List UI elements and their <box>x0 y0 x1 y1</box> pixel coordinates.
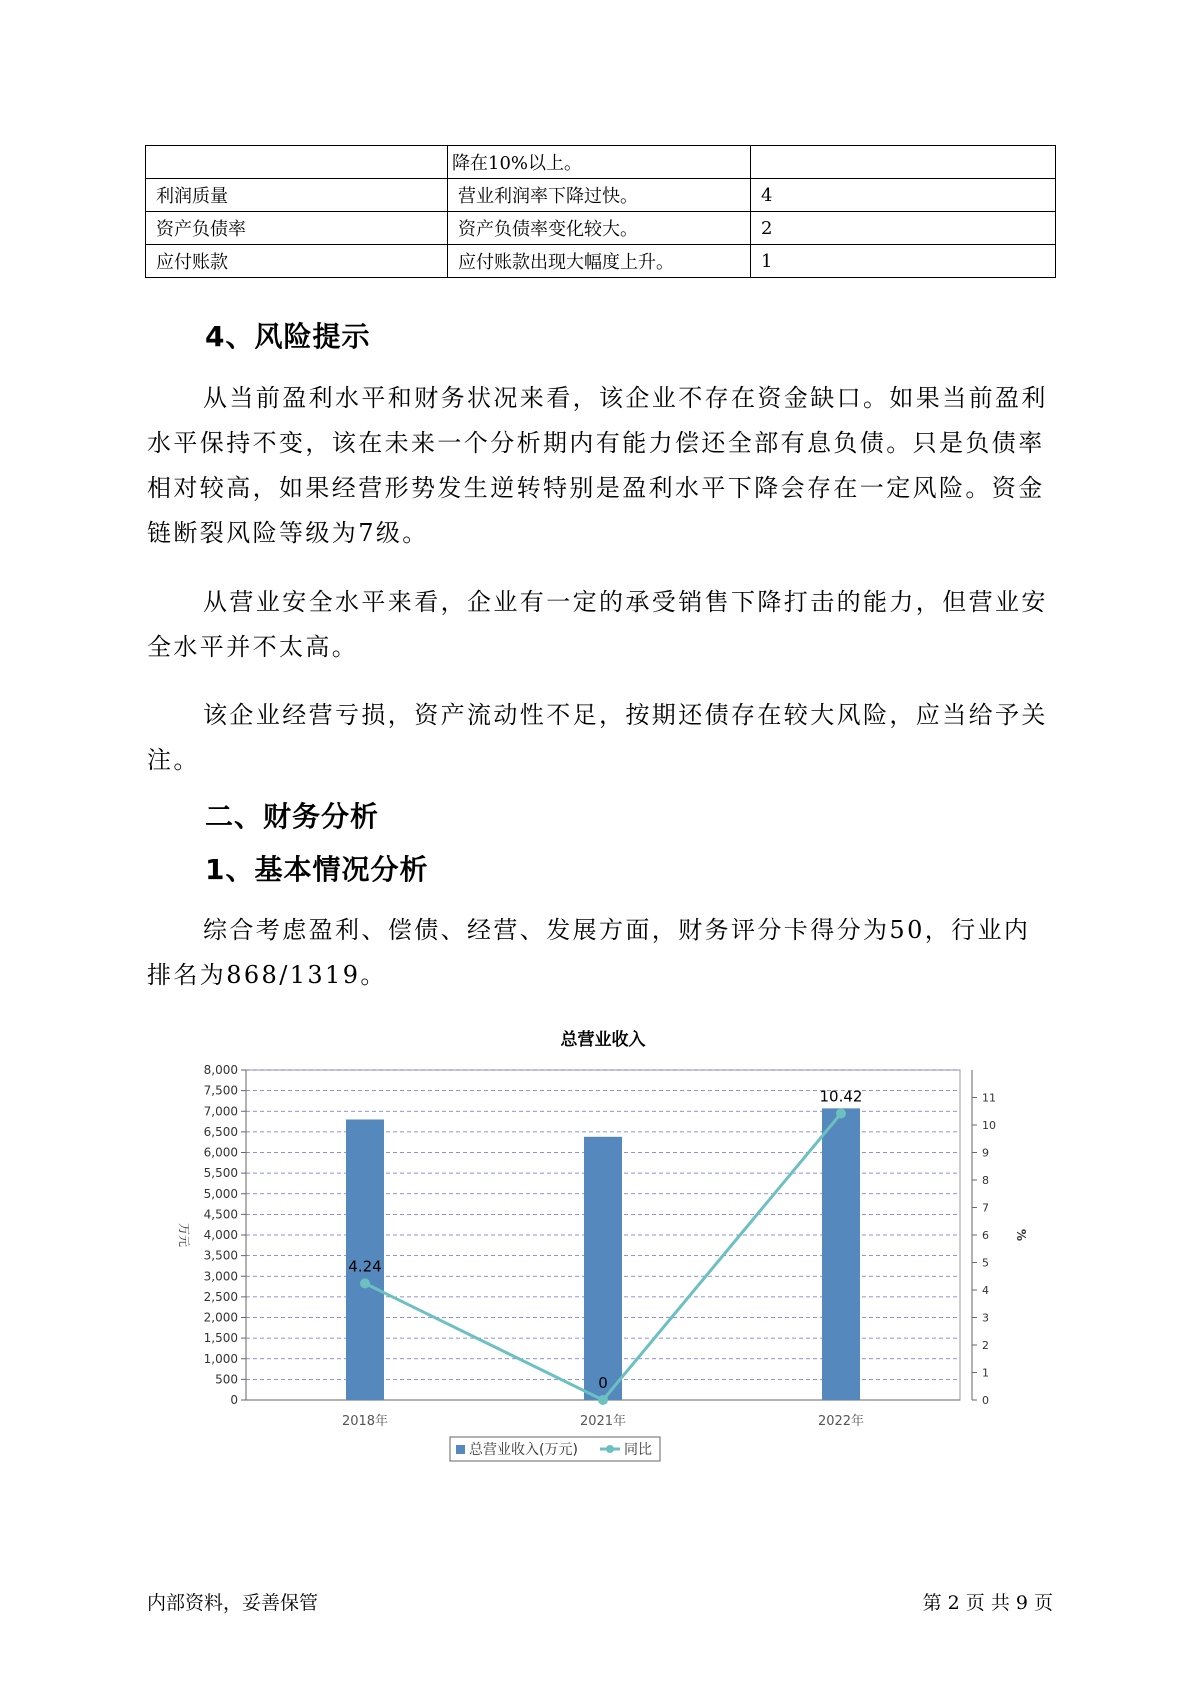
y-tick-label: 7,000 <box>203 1104 238 1119</box>
y-tick-label: 4,500 <box>203 1207 238 1222</box>
table-cell: 利润质量 <box>146 179 448 212</box>
y2-tick-label: 2 <box>982 1339 989 1352</box>
bar <box>584 1137 622 1400</box>
risk-paragraph-3: 该企业经营亏损，资产流动性不足，按期还债存在较大风险，应当给予关注。 <box>147 701 1048 774</box>
table-cell: 2 <box>751 212 1056 245</box>
footer-page-number: 第 2 页 共 9 页 <box>922 1592 1053 1614</box>
y-tick-label: 5,000 <box>203 1186 238 1201</box>
legend-bar-label: 总营业收入(万元) <box>469 1442 578 1458</box>
x-tick-label: 2018年 <box>341 1414 389 1429</box>
y2-tick-label: 11 <box>982 1091 996 1105</box>
y2-tick-label: 7 <box>982 1201 989 1215</box>
x-tick-label: 2021年 <box>579 1414 627 1429</box>
y2-tick-label: 3 <box>982 1311 989 1325</box>
y-tick-label: 1,000 <box>203 1351 238 1366</box>
y-tick-label: 2,500 <box>203 1289 238 1304</box>
y-tick-label: 2,000 <box>203 1310 238 1325</box>
yoy-point <box>598 1395 608 1405</box>
y2-tick-label: 6 <box>982 1229 989 1242</box>
y2-tick-label: 9 <box>982 1146 989 1160</box>
y2-axis-label: % <box>1014 1228 1028 1242</box>
y2-tick-label: 10 <box>982 1119 996 1132</box>
bar <box>822 1108 860 1400</box>
table-cell <box>146 146 448 179</box>
table-cell: 应付账款 <box>146 245 448 278</box>
yoy-point <box>360 1278 370 1288</box>
revenue-chart <box>160 1015 1040 1490</box>
y2-tick-label: 5 <box>982 1256 989 1270</box>
table-cell <box>751 146 1056 179</box>
table-cell: 降在10%以上。 <box>448 146 751 179</box>
table-cell: 4 <box>751 179 1056 212</box>
legend-line-marker <box>606 1445 614 1453</box>
table-cell: 资产负债率变化较大。 <box>448 212 751 245</box>
risk-paragraph-2: 从营业安全水平来看，企业有一定的承受销售下降打击的能力，但营业安全水平并不太高。 <box>147 588 1048 661</box>
table-row <box>146 212 1056 245</box>
y-axis-label: 万元 <box>177 1222 191 1248</box>
risk-paragraph-1: 从当前盈利水平和财务状况来看，该企业不存在资金缺口。如果当前盈利水平保持不变，该在未来一个分析期内有能力偿还全部有息负债。只是负债率相对较高，如果经营形势发生逆转特别是盈利水平下降会存在一定风险。资金链断裂风险等级为7级。 <box>147 384 1048 547</box>
legend-bar-swatch <box>456 1445 465 1454</box>
data-label: 4.24 <box>348 1257 382 1276</box>
y2-tick-label: 1 <box>982 1366 989 1380</box>
y-tick-label: 8,000 <box>203 1063 238 1077</box>
y-tick-label: 4,000 <box>203 1228 238 1242</box>
risk-table <box>145 145 1056 278</box>
section-heading-basic: 1、基本情况分析 <box>205 853 429 886</box>
data-label: 10.42 <box>819 1087 863 1106</box>
legend-line-label: 同比 <box>624 1442 652 1458</box>
y-tick-label: 6,000 <box>203 1145 238 1160</box>
section-heading-risk: 4、风险提示 <box>205 320 371 353</box>
table-row <box>146 146 1056 179</box>
y-tick-label: 500 <box>215 1372 238 1387</box>
table-row <box>146 245 1056 278</box>
y2-tick-label: 4 <box>982 1284 989 1297</box>
y-tick-label: 3,500 <box>203 1248 238 1263</box>
yoy-point <box>836 1108 846 1118</box>
table-cell: 应付账款出现大幅度上升。 <box>448 245 751 278</box>
footer-confidential: 内部资料，妥善保管 <box>147 1592 319 1614</box>
table-cell: 营业利润率下降过快。 <box>448 179 751 212</box>
y-tick-label: 6,500 <box>203 1124 238 1139</box>
y-tick-label: 3,000 <box>203 1269 238 1284</box>
y-tick-label: 0 <box>230 1393 238 1407</box>
y2-tick-label: 8 <box>982 1174 989 1187</box>
section-heading-finance: 二、财务分析 <box>205 800 380 833</box>
chart-title: 总营业收入 <box>560 1030 646 1050</box>
y2-tick-label: 0 <box>982 1394 989 1407</box>
y-tick-label: 1,500 <box>203 1331 238 1346</box>
y-tick-label: 7,500 <box>203 1083 238 1098</box>
table-row <box>146 179 1056 212</box>
basic-paragraph: 综合考虑盈利、偿债、经营、发展方面，财务评分卡得分为50，行业内排名为868/1319。 <box>147 916 1031 989</box>
y-tick-label: 5,500 <box>203 1166 238 1181</box>
table-cell: 1 <box>751 245 1056 278</box>
table-cell: 资产负债率 <box>146 212 448 245</box>
data-label: 0 <box>598 1374 608 1392</box>
x-tick-label: 2022年 <box>817 1414 865 1429</box>
